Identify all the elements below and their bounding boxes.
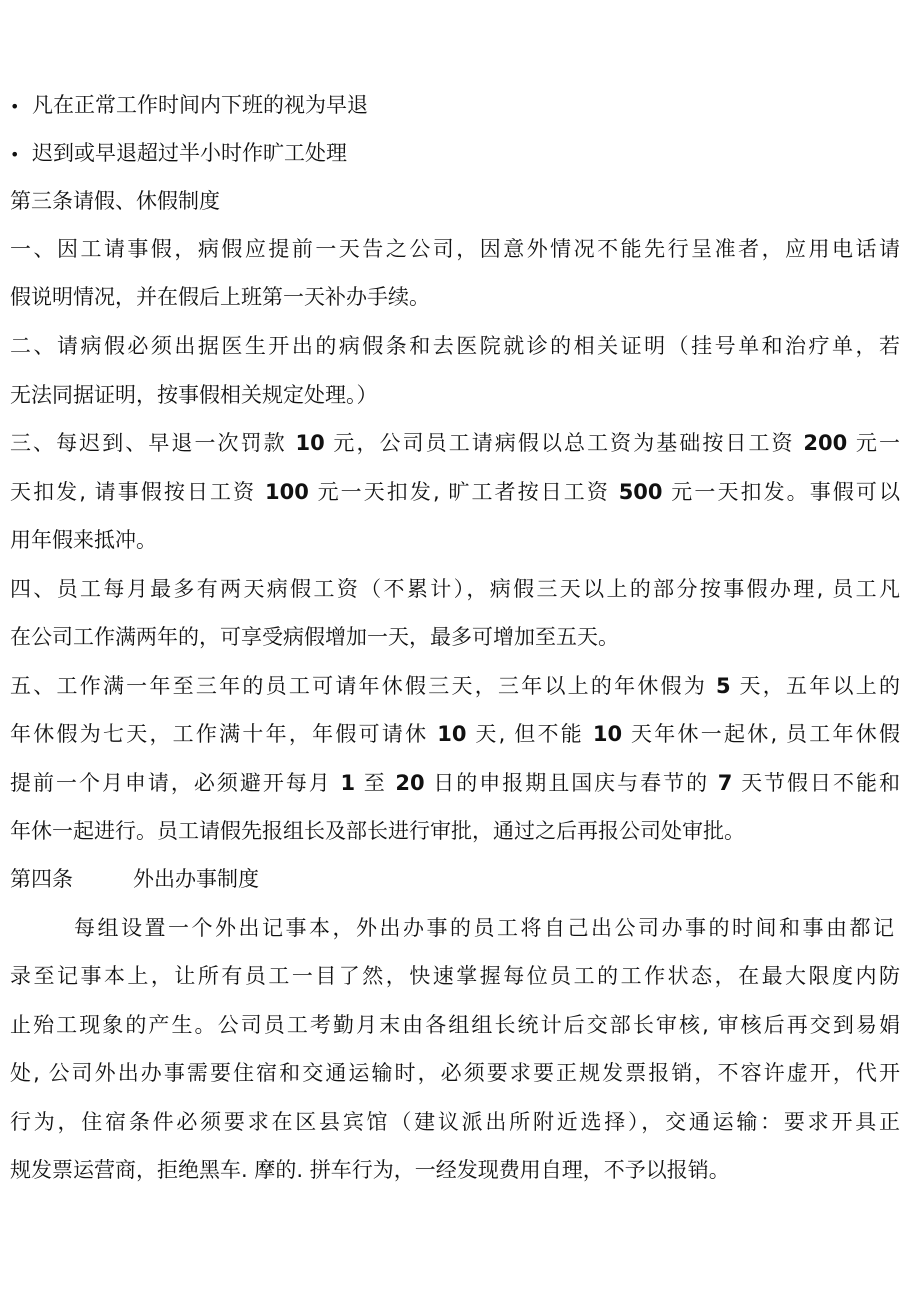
section-3-heading: 第三条请假、休假制度	[10, 189, 220, 213]
number-value: 10	[592, 722, 623, 746]
paragraph-line: 年休假为七天，工作满十年，年假可请休 10 天, 但不能 10 天年休一起休, 员工年休假	[10, 722, 900, 746]
paragraph-line: 五、工作满一年至三年的员工可请年休假三天，三年以上的年休假为 5 天，五年以上的	[10, 674, 900, 698]
number-value: 500	[618, 480, 663, 504]
number-value: 10	[437, 722, 467, 746]
paragraph-line: 每组设置一个外出记事本，外出办事的员工将自己出公司办事的时间和事由都记	[74, 916, 894, 940]
paragraph-line: 年休一起进行。员工请假先报组长及部长进行审批，通过之后再报公司处审批。	[10, 819, 745, 843]
paragraph-line: 假说明情况，并在假后上班第一天补办手续。	[10, 285, 430, 309]
number-value: 20	[395, 771, 425, 795]
paragraph-line: 无法同据证明，按事假相关规定处理。）	[10, 383, 378, 407]
paragraph-line: 一、因工请事假，病假应提前一天告之公司，因意外情况不能先行呈准者，应用电话请	[10, 237, 900, 261]
bullet-item	[10, 138, 900, 170]
bullet-text: 迟到或早退超过半小时作旷工处理	[32, 141, 347, 165]
bullet-dot-icon: •	[10, 145, 20, 164]
paragraph-line: 处, 公司外出办事需要住宿和交通运输时，必须要求要正规发票报销，不容许虚开，代开	[10, 1061, 900, 1085]
paragraph-line: 用年假来抵冲。	[10, 528, 157, 552]
paragraph-line: 四、员工每月最多有两天病假工资（不累计），病假三天以上的部分按事假办理, 员工凡	[10, 577, 900, 601]
number-value: 10	[295, 431, 325, 455]
paragraph-line: 行为，住宿条件必须要求在区县宾馆（建议派出所附近选择），交通运输：要求开具正	[10, 1110, 900, 1134]
number-value: 7	[717, 771, 733, 795]
section-4-title: 外出办事制度	[133, 867, 259, 891]
bullet-item	[10, 90, 900, 122]
paragraph-line: 规发票运营商，拒绝黑车. 摩的. 拼车行为，一经发现费用自理，不予以报销。	[10, 1158, 730, 1182]
bullet-text: 凡在正常工作时间内下班的视为早退	[32, 93, 368, 117]
paragraph-line: 录至记事本上，让所有员工一目了然，快速掌握每位员工的工作状态，在最大限度内防	[10, 964, 900, 988]
number-value: 100	[264, 480, 309, 504]
section-4-heading	[10, 864, 900, 894]
bullet-dot-icon: •	[10, 97, 20, 116]
paragraph-line: 三、每迟到、早退一次罚款 10 元，公司员工请病假以总工资为基础按日工资 200 元一	[10, 431, 900, 455]
section-4-label: 第四条	[10, 867, 73, 891]
number-value: 5	[716, 674, 731, 698]
number-value: 200	[803, 431, 848, 455]
paragraph-line: 提前一个月申请，必须避开每月 1 至 20 日的申报期且国庆与春节的 7 天节假日不能和	[10, 771, 900, 795]
paragraph-line: 天扣发, 请事假按日工资 100 元一天扣发, 旷工者按日工资 500 元一天扣发。事假可以	[10, 480, 900, 504]
paragraph-line: 二、请病假必须出据医生开出的病假条和去医院就诊的相关证明（挂号单和治疗单，若	[10, 334, 900, 358]
paragraph-line: 止殆工现象的产生。公司员工考勤月末由各组组长统计后交部长审核, 审核后再交到易娟	[10, 1013, 900, 1037]
paragraph-line: 在公司工作满两年的，可享受病假增加一天，最多可增加至五天。	[10, 625, 619, 649]
number-value: 1	[340, 771, 356, 795]
